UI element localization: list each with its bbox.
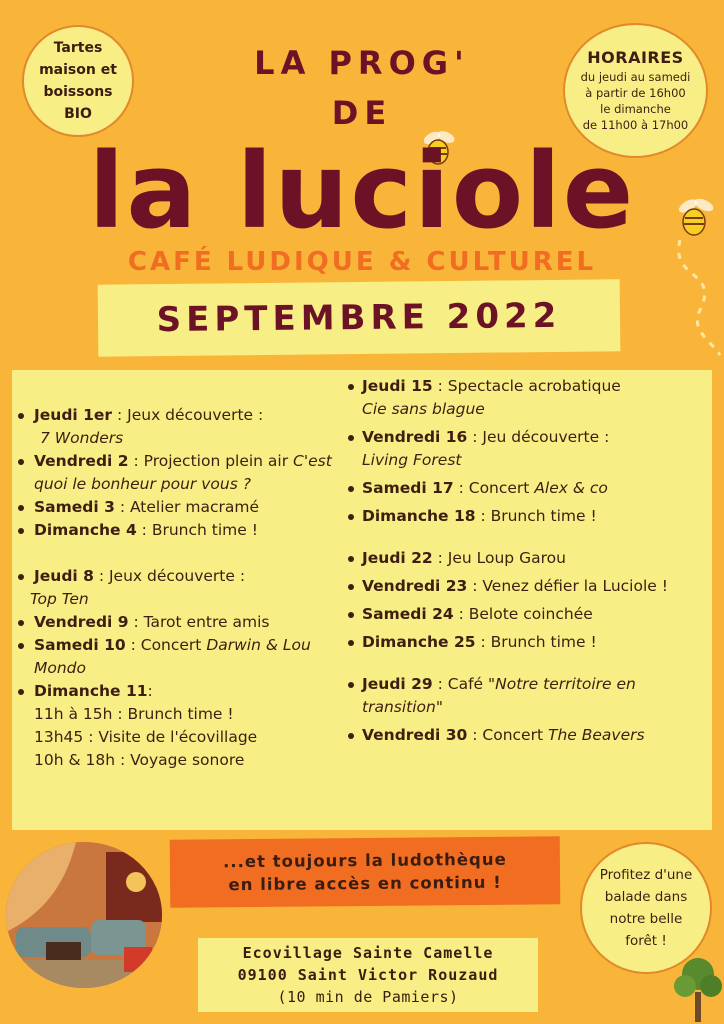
event-title: Cie sans blague [362,400,485,418]
event-item [342,724,712,747]
event-title: C'est quoi le bonheur pour vous ? [34,452,332,493]
tree-icon [673,952,723,1022]
event-day: Jeudi 8 [34,567,94,585]
address-block [198,938,538,1012]
event-item [12,680,344,772]
event-title: Alex & co [534,479,608,497]
event-day: Samedi 24 [362,605,454,623]
ludotheque-line: ...et toujours la ludothèque [222,849,507,872]
hours-line: de 11h00 à 17h00 [582,118,689,132]
event-day: Vendredi 23 [362,577,468,595]
event-item [342,631,712,654]
event-text: : Brunch time ! [475,633,597,651]
cafe-interior-photo [6,842,162,988]
event-text: : Projection plein air [128,452,294,470]
walk-line: notre belle [609,911,683,927]
event-text: : [147,682,153,700]
organic-badge-line: BIO [64,106,92,122]
event-text: : Jeux découverte : [112,406,264,424]
event-day: Vendredi 2 [34,452,129,470]
event-subline: 13h45 : Visite de l'écovillage [34,728,258,746]
event-day: Jeudi 29 [362,675,433,693]
hours-line: du jeudi au samedi [580,70,691,84]
event-item [12,404,344,450]
event-day: Vendredi 9 [34,613,129,631]
event-day: Dimanche 18 [362,507,476,525]
event-item [12,565,344,611]
event-text: : Brunch time ! [136,521,258,539]
event-item [342,375,712,421]
program-panel [12,370,712,830]
month-banner [98,279,621,356]
title-line-2: DE [331,94,393,132]
event-text: : Belote coinchée [453,605,593,623]
event-item [12,611,344,634]
event-day: Samedi 3 [34,498,115,516]
event-title: The Beavers [547,726,645,744]
event-text: : Café " [432,675,496,693]
event-day: Dimanche 11 [34,682,148,700]
event-text: : Jeux découverte : [93,567,246,585]
event-title: 7 Wonders [40,429,124,447]
address-line: (10 min de Pamiers) [277,988,459,1006]
ludotheque-banner [170,836,561,907]
hours-line: à partir de 16h00 [585,86,686,100]
event-title: Notre territoire en transition [362,675,636,716]
event-day: Jeudi 22 [362,549,433,567]
month-title: SEPTEMBRE 2022 [156,295,562,341]
hours-line: le dimanche [600,102,671,116]
event-text: : Spectacle acrobatique [432,377,621,395]
event-day: Dimanche 25 [362,633,476,651]
event-item [12,450,344,496]
event-text: : Brunch time ! [475,507,597,525]
event-item [12,634,344,680]
event-day: Samedi 10 [34,636,126,654]
event-text: : Jeu Loup Garou [432,549,566,567]
event-text: : Concert [453,479,535,497]
address-line: Ecovillage Sainte Camelle [242,944,494,962]
organic-badge-line: Tartes [53,40,103,56]
event-text-end: " [435,698,443,716]
event-day: Vendredi 16 [362,428,468,446]
walk-line: balade dans [604,889,688,905]
event-item [342,477,712,500]
event-day: Dimanche 4 [34,521,137,539]
event-text: : Concert [467,726,548,744]
event-item [342,575,712,598]
walk-line: forêt ! [625,933,667,949]
event-day: Samedi 17 [362,479,454,497]
event-subline: 10h & 18h : Voyage sonore [34,751,245,769]
title-line-1: LA PROG' [254,44,470,82]
brand-name: la luciole [88,130,636,252]
event-day: Vendredi 30 [362,726,468,744]
walk-line: Profitez d'une [599,867,693,883]
organic-badge-line: boissons [43,84,113,100]
event-item [342,547,712,570]
organic-badge-line: maison et [39,62,117,78]
event-day: Jeudi 15 [362,377,433,395]
event-text: : Jeu découverte : [467,428,610,446]
event-title: Darwin & Lou Mondo [34,636,311,677]
event-text: : Atelier macramé [114,498,259,516]
event-item [342,673,712,719]
event-item [12,496,344,519]
event-text: : Tarot entre amis [128,613,270,631]
ludotheque-line: en libre accès en continu ! [228,872,502,895]
event-item [342,505,712,528]
subtitle: CAFÉ LUDIQUE & CULTUREL [127,247,597,277]
event-subline: 11h à 15h : Brunch time ! [34,705,234,723]
program-right-column [342,375,712,752]
cafe-interior-illustration [6,842,162,988]
program-left-column [12,404,344,772]
event-title: Living Forest [362,451,462,469]
event-day: Jeudi 1er [34,406,113,424]
event-text: : Venez défier la Luciole ! [467,577,668,595]
event-title: Top Ten [30,590,89,608]
address-line: 09100 Saint Victor Rouzaud [237,966,499,984]
event-text: : Concert [125,636,207,654]
event-item [342,603,712,626]
hours-title: HORAIRES [587,48,684,67]
event-item [342,426,712,472]
event-item [12,519,344,542]
